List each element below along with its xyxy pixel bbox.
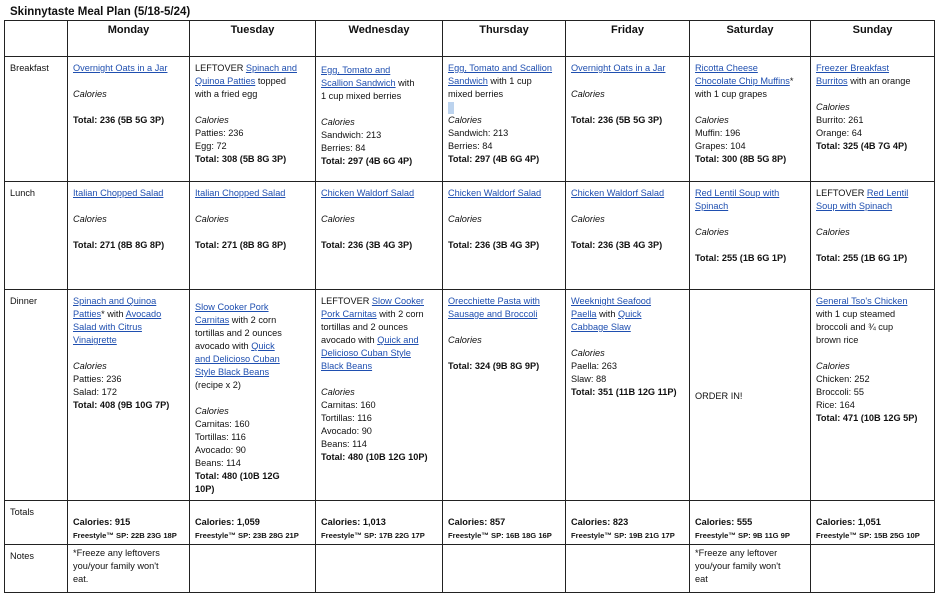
meal-total: Total: 480 (10B 12G 10P): [321, 452, 428, 462]
totals-row: [5, 501, 935, 545]
meal-text: tortillas and 2 ounces: [321, 322, 408, 332]
recipe-link[interactable]: Red Lentil Soup with: [695, 188, 780, 198]
notes-friday: [566, 545, 690, 593]
recipe-link[interactable]: Chicken Waldorf Salad: [321, 188, 415, 198]
calorie-value: Carnitas: 160: [195, 419, 250, 429]
recipe-link[interactable]: and Delicioso Cuban: [195, 354, 280, 364]
recipe-link[interactable]: Sausage and Broccoli: [448, 309, 538, 319]
recipe-link[interactable]: Spinach and Quinoa: [73, 296, 157, 306]
meal-text: with 2 corn: [229, 315, 277, 325]
meal-text: * with: [101, 309, 126, 319]
total-points: Freestyle™ SP: 9B 11G 9P: [695, 531, 790, 540]
breakfast-saturday: [690, 57, 811, 182]
dinner-wednesday: [316, 290, 443, 501]
day-header-friday: Friday: [566, 21, 690, 57]
total-calories: Calories: 555: [695, 517, 753, 527]
row-label-totals: Totals: [5, 501, 68, 545]
row-label-breakfast: Breakfast: [5, 57, 68, 182]
total-points: Freestyle™ SP: 19B 21G 17P: [571, 531, 675, 540]
notes-row: [5, 545, 935, 593]
meal-total: Total: 236 (3B 4G 3P): [448, 240, 540, 250]
calories-label: Calories: [571, 89, 605, 99]
meal-plan-table: [4, 20, 935, 593]
meal-text: avocado with: [195, 341, 252, 351]
breakfast-tuesday: [190, 57, 316, 182]
meal-total: Total: 236 (5B 5G 3P): [571, 115, 663, 125]
meal-text: with: [596, 309, 618, 319]
meal-total: Total: 408 (9B 10G 7P): [73, 400, 170, 410]
recipe-link[interactable]: General Tso's Chicken: [816, 296, 908, 306]
dinner-sunday: [811, 290, 935, 501]
calorie-value: Beans: 114: [321, 439, 367, 449]
meal-text: *: [789, 76, 794, 86]
page-title: Skinnytaste Meal Plan (5/18-5/24): [10, 6, 191, 18]
day-header-tuesday: Tuesday: [190, 21, 316, 57]
dinner-friday: [566, 290, 690, 501]
calories-label: Calories: [816, 227, 850, 237]
breakfast-monday: [68, 57, 190, 182]
total-points: Freestyle™ SP: 23B 28G 21P: [195, 531, 299, 540]
dinner-tuesday: [190, 290, 316, 501]
leftover-label: LEFTOVER: [816, 188, 865, 198]
meal-total: Total: 300 (8B 5G 8P): [695, 154, 787, 164]
corner-cell: [5, 21, 68, 57]
meal-text: with: [395, 78, 415, 88]
breakfast-row: [5, 57, 935, 182]
calorie-value: Rice: 164: [816, 400, 855, 410]
meal-total: 10P): [195, 484, 215, 494]
meal-text: broccoli and ¾ cup: [816, 322, 894, 332]
day-header-wednesday: Wednesday: [316, 21, 443, 57]
recipe-link[interactable]: Freezer Breakfast: [816, 63, 890, 73]
calorie-value: Paella: 263: [571, 361, 617, 371]
dinner-monday: [68, 290, 190, 501]
calorie-value: Avocado: 90: [195, 445, 246, 455]
calorie-value: Avocado: 90: [321, 426, 372, 436]
lunch-sunday: [811, 182, 935, 290]
calories-label: Calories: [73, 361, 107, 371]
meal-total: Total: 324 (9B 8G 9P): [448, 361, 540, 371]
calories-label: Calories: [695, 227, 729, 237]
recipe-link[interactable]: Vinaigrette: [73, 335, 117, 345]
calories-label: Calories: [571, 348, 605, 358]
recipe-link[interactable]: Black Beans: [321, 361, 373, 371]
calorie-value: Burrito: 261: [816, 115, 864, 125]
recipe-link[interactable]: Delicioso Cuban Style: [321, 348, 411, 358]
notes-saturday: [690, 545, 811, 593]
calorie-value: Salad: 172: [73, 387, 117, 397]
calories-label: Calories: [195, 406, 229, 416]
recipe-link[interactable]: Slow Cooker: [371, 296, 424, 306]
calories-label: Calories: [321, 214, 355, 224]
total-points: Freestyle™ SP: 17B 22G 17P: [321, 531, 425, 540]
totals-saturday: [690, 501, 811, 545]
totals-tuesday: [190, 501, 316, 545]
recipe-link[interactable]: Patties: [73, 309, 102, 319]
calories-label: Calories: [448, 214, 482, 224]
lunch-tuesday: [190, 182, 316, 290]
recipe-link[interactable]: Burritos: [816, 76, 848, 86]
recipe-link[interactable]: Slow Cooker Pork: [195, 302, 269, 312]
leftover-label: LEFTOVER: [195, 63, 244, 73]
recipe-link[interactable]: Avocado: [125, 309, 162, 319]
meal-text: (recipe x 2): [195, 380, 241, 390]
calories-label: Calories: [321, 387, 355, 397]
meal-text: brown rice: [816, 335, 859, 345]
total-points: Freestyle™ SP: 16B 18G 16P: [448, 531, 552, 540]
meal-total: Total: 308 (5B 8G 3P): [195, 154, 287, 164]
meal-total: Total: 255 (1B 6G 1P): [816, 253, 908, 263]
recipe-link[interactable]: Chicken Waldorf Salad: [448, 188, 542, 198]
recipe-link[interactable]: Orecchiette Pasta with: [448, 296, 540, 306]
calories-label: Calories: [195, 115, 229, 125]
total-calories: Calories: 1,059: [195, 517, 260, 527]
meal-text: topped: [255, 76, 286, 86]
recipe-link[interactable]: Quick: [251, 341, 275, 351]
total-points: Freestyle™ SP: 15B 25G 10P: [816, 531, 920, 540]
day-header-saturday: Saturday: [690, 21, 811, 57]
calories-label: Calories: [321, 117, 355, 127]
dinner-row: [5, 290, 935, 501]
row-label-notes: Notes: [5, 545, 68, 593]
recipe-link[interactable]: Ricotta Cheese: [695, 63, 758, 73]
notes-wednesday: [316, 545, 443, 593]
leftover-label: LEFTOVER: [321, 296, 370, 306]
note-text: eat: [695, 574, 708, 584]
recipe-link[interactable]: Spinach: [695, 201, 729, 211]
calories-label: Calories: [448, 115, 482, 125]
calorie-value: Beans: 114: [195, 458, 241, 468]
recipe-link[interactable]: Red Lentil: [866, 188, 909, 198]
recipe-link[interactable]: Carnitas: [195, 315, 230, 325]
meal-text: mixed berries: [448, 89, 504, 99]
recipe-link[interactable]: Quick and: [377, 335, 419, 345]
breakfast-thursday: [443, 57, 566, 182]
meal-total: Total: 236 (3B 4G 3P): [571, 240, 663, 250]
total-calories: Calories: 857: [448, 517, 506, 527]
meal-total: Total: 297 (4B 6G 4P): [448, 154, 540, 164]
meal-total: Total: 351 (11B 12G 11P): [571, 387, 677, 397]
recipe-link[interactable]: Chicken Waldorf Salad: [571, 188, 665, 198]
calories-label: Calories: [73, 214, 107, 224]
calorie-value: Patties: 236: [195, 128, 244, 138]
meal-total: Total: 480 (10B 12G: [195, 471, 280, 481]
note-text: eat.: [73, 574, 89, 584]
notes-tuesday: [190, 545, 316, 593]
calorie-value: Slaw: 88: [571, 374, 607, 384]
day-header-thursday: Thursday: [443, 21, 566, 57]
totals-friday: [566, 501, 690, 545]
meal-text: avocado with: [321, 335, 378, 345]
recipe-link[interactable]: Soup with Spinach: [816, 201, 893, 211]
calories-label: Calories: [695, 115, 729, 125]
meal-total: Total: 255 (1B 6G 1P): [695, 253, 787, 263]
note-text: *Freeze any leftovers: [73, 548, 160, 558]
meal-total: Total: 271 (8B 8G 8P): [73, 240, 165, 250]
day-header-sunday: Sunday: [811, 21, 935, 57]
header-row: [5, 21, 935, 57]
calories-label: Calories: [571, 214, 605, 224]
calories-label: Calories: [448, 335, 482, 345]
calorie-value: Berries: 84: [448, 141, 493, 151]
meal-text: with 1 cup grapes: [695, 89, 768, 99]
totals-monday: [68, 501, 190, 545]
row-label-lunch: Lunch: [5, 182, 68, 290]
meal-text: with an orange: [847, 76, 911, 86]
meal-total: Total: 325 (4B 7G 4P): [816, 141, 908, 151]
meal-text: 1 cup mixed berries: [321, 91, 402, 101]
lunch-friday: [566, 182, 690, 290]
total-calories: Calories: 1,013: [321, 517, 386, 527]
meal-total: Total: 471 (10B 12G 5P): [816, 413, 918, 423]
calorie-value: Patties: 236: [73, 374, 122, 384]
recipe-link[interactable]: Scallion Sandwich: [321, 78, 396, 88]
calorie-value: Broccoli: 55: [816, 387, 865, 397]
calorie-value: Sandwich: 213: [448, 128, 509, 138]
calorie-value: Berries: 84: [321, 143, 366, 153]
recipe-link[interactable]: Egg, Tomato and Scallion: [448, 63, 553, 73]
dinner-thursday: [443, 290, 566, 501]
meal-total: Total: 236 (3B 4G 3P): [321, 240, 413, 250]
calorie-value: Carnitas: 160: [321, 400, 376, 410]
meal-text: with a fried egg: [195, 89, 258, 99]
row-label-dinner: Dinner: [5, 290, 68, 501]
breakfast-sunday: [811, 57, 935, 182]
meal-total: Total: 236 (5B 5G 3P): [73, 115, 165, 125]
calories-label: Calories: [195, 214, 229, 224]
calorie-value: Sandwich: 213: [321, 130, 382, 140]
calorie-value: Orange: 64: [816, 128, 862, 138]
calorie-value: Egg: 72: [195, 141, 227, 151]
total-calories: Calories: 915: [73, 517, 131, 527]
recipe-link[interactable]: Italian Chopped Salad: [195, 188, 286, 198]
totals-sunday: [811, 501, 935, 545]
lunch-wednesday: [316, 182, 443, 290]
notes-sunday: [811, 545, 935, 593]
calorie-value: Tortillas: 116: [195, 432, 246, 442]
recipe-link[interactable]: Pork Carnitas: [321, 309, 377, 319]
recipe-link[interactable]: Salad with Citrus: [73, 322, 142, 332]
lunch-saturday: [690, 182, 811, 290]
recipe-link[interactable]: Overnight Oats in a Jar: [571, 63, 666, 73]
meal-text: with 1 cup: [487, 76, 532, 86]
calories-label: Calories: [73, 89, 107, 99]
meal-text: tortillas and 2 ounces: [195, 328, 282, 338]
day-header-monday: Monday: [68, 21, 190, 57]
lunch-thursday: [443, 182, 566, 290]
lunch-monday: [68, 182, 190, 290]
recipe-link[interactable]: Egg, Tomato and: [321, 65, 391, 75]
totals-wednesday: [316, 501, 443, 545]
note-text: *Freeze any leftover: [695, 548, 778, 558]
recipe-link[interactable]: Spinach and: [245, 63, 297, 73]
total-calories: Calories: 823: [571, 517, 629, 527]
recipe-link[interactable]: Chocolate Chip Muffins: [695, 76, 790, 86]
totals-thursday: [443, 501, 566, 545]
total-calories: Calories: 1,051: [816, 517, 881, 527]
notes-monday: [68, 545, 190, 593]
recipe-link[interactable]: Sandwich: [448, 76, 488, 86]
lunch-row: [5, 182, 935, 290]
recipe-link[interactable]: Quick: [618, 309, 642, 319]
meal-total: Total: 297 (4B 6G 4P): [321, 156, 413, 166]
breakfast-friday: [566, 57, 690, 182]
meal-total: Total: 271 (8B 8G 8P): [195, 240, 287, 250]
notes-thursday: [443, 545, 566, 593]
calorie-value: Muffin: 196: [695, 128, 741, 138]
calorie-value: Grapes: 104: [695, 141, 746, 151]
calories-label: Calories: [816, 361, 850, 371]
breakfast-wednesday: [316, 57, 443, 182]
note-text: you/your family won't: [695, 561, 781, 571]
total-points: Freestyle™ SP: 22B 23G 18P: [73, 531, 177, 540]
calorie-value: Tortillas: 116: [321, 413, 372, 423]
recipe-link[interactable]: Paella: [571, 309, 597, 319]
recipe-link[interactable]: Overnight Oats in a Jar: [73, 63, 168, 73]
calorie-value: Chicken: 252: [816, 374, 870, 384]
recipe-link[interactable]: Weeknight Seafood: [571, 296, 652, 306]
recipe-link[interactable]: Quinoa Patties: [195, 76, 256, 86]
recipe-link[interactable]: Style Black Beans: [195, 367, 270, 377]
recipe-link[interactable]: Italian Chopped Salad: [73, 188, 164, 198]
recipe-link[interactable]: Cabbage Slaw: [571, 322, 631, 332]
meal-text: with 2 corn: [376, 309, 424, 319]
meal-text: with 1 cup steamed: [816, 309, 896, 319]
calories-label: Calories: [816, 102, 850, 112]
text-cursor-highlight: [448, 102, 454, 114]
dinner-saturday-order-in: ORDER IN!: [690, 290, 811, 501]
note-text: you/your family won't: [73, 561, 159, 571]
